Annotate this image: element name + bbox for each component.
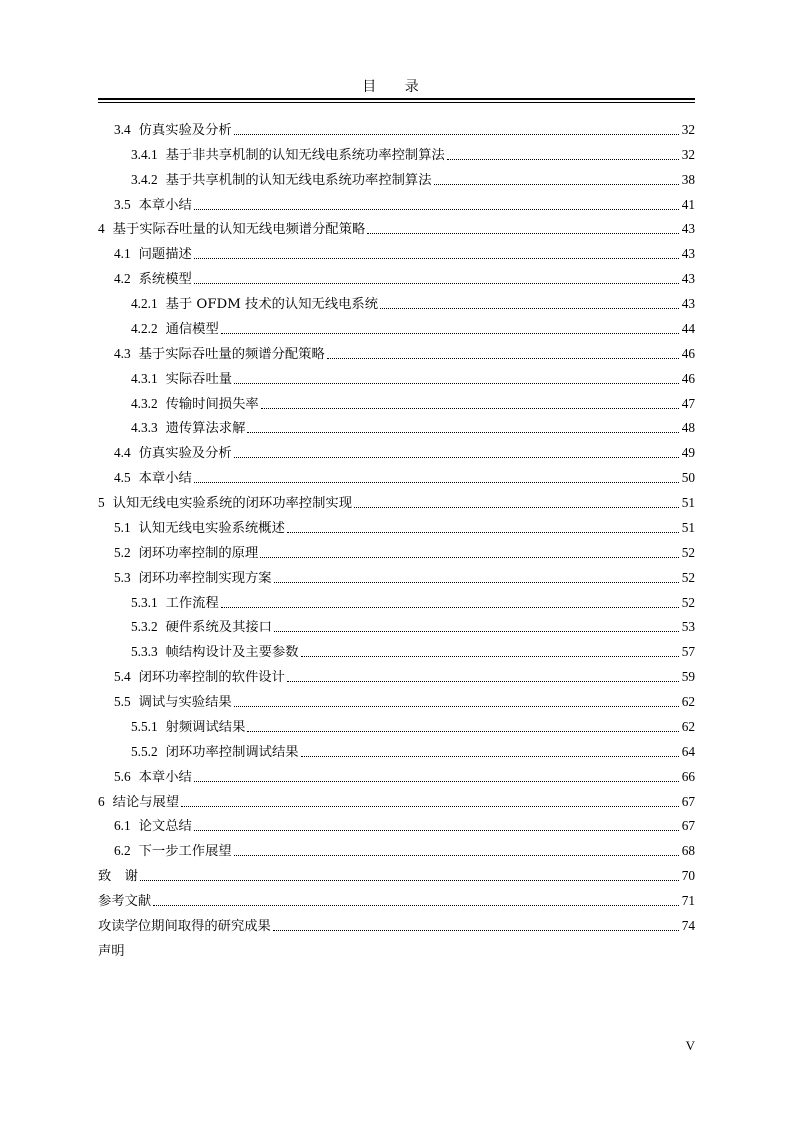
toc-entry[interactable]: [98, 884, 695, 909]
toc-entry-title: 致 谢: [98, 869, 138, 885]
toc-leader-dots: [234, 134, 679, 135]
toc-leader-dots: [194, 830, 679, 831]
toc-entry-title: 闭环功率控制的软件设计: [138, 670, 285, 686]
toc-entry-title: 论文总结: [138, 819, 192, 835]
toc-entry-number: 4.2: [114, 271, 131, 287]
toc-entry-title: 下一步工作展望: [138, 844, 232, 860]
toc-entry-page: 62: [681, 718, 695, 734]
toc-entry[interactable]: [98, 710, 695, 735]
toc-entry-title: 基于实际吞吐量的频谱分配策略: [138, 346, 325, 362]
toc-entry-page: 48: [681, 420, 695, 436]
toc-entry-number: 4.3: [114, 345, 131, 361]
toc-entry-number: 4.5: [114, 470, 131, 486]
toc-entry[interactable]: [98, 436, 695, 461]
running-header: 目 录: [362, 79, 431, 95]
toc-leader-dots: [367, 233, 679, 234]
toc-entry-title: 工作流程: [165, 595, 219, 611]
toc-entry[interactable]: [98, 237, 695, 262]
toc-entry-number: 5.6: [114, 768, 131, 784]
toc-leader-dots: [194, 209, 679, 210]
toc-leader-dots: [447, 159, 679, 160]
toc-entry-page: 59: [681, 669, 695, 685]
toc-leader-dots: [274, 631, 679, 632]
toc-entry-title: 射频调试结果: [165, 719, 246, 735]
toc-entry[interactable]: [98, 387, 695, 412]
toc-leader-dots: [194, 283, 679, 284]
toc-entry[interactable]: [98, 909, 695, 934]
toc-entry[interactable]: [98, 213, 695, 238]
toc-entry-page: 32: [681, 146, 695, 162]
toc-entry-page: 62: [681, 694, 695, 709]
toc-leader-dots: [287, 681, 679, 682]
toc-entry-number: 3.4: [114, 121, 131, 137]
toc-entry-number: 4.2.2: [131, 320, 158, 336]
toc-entry-number: 5.3.3: [131, 644, 158, 660]
toc-entry-page: 64: [681, 743, 695, 759]
toc-entry[interactable]: [98, 735, 695, 760]
toc-entry-page: 43: [681, 271, 695, 287]
toc-entry[interactable]: [98, 834, 695, 859]
toc-entry-number: 5.2: [114, 544, 131, 560]
toc-entry[interactable]: [98, 611, 695, 636]
toc-entry-number: 4.3.2: [131, 395, 158, 411]
toc-entry-title: 本章小结: [138, 197, 192, 213]
toc-entry-number: 5.4: [114, 669, 131, 685]
toc-entry-page: 47: [681, 395, 695, 411]
toc-leader-dots: [354, 507, 679, 508]
toc-entry-title: 基于实际吞吐量的认知无线电频谱分配策略: [112, 222, 366, 238]
toc-entry-page: 43: [681, 246, 695, 262]
toc-entry-number: 5.3.1: [131, 594, 158, 610]
toc-entry-number: 6: [98, 793, 105, 809]
toc-entry[interactable]: [98, 138, 695, 163]
toc-entry[interactable]: [98, 362, 695, 387]
toc-entry[interactable]: [98, 337, 695, 362]
toc-entry-number: 5: [98, 495, 105, 510]
toc-entry[interactable]: [98, 511, 695, 536]
toc-entry-title: 硬件系统及其接口: [165, 620, 272, 636]
toc-entry-title: 攻读学位期间取得的研究成果: [98, 918, 271, 934]
toc-entry[interactable]: [98, 412, 695, 437]
page-number: V: [685, 1038, 695, 1053]
toc-entry-title: 帧结构设计及主要参数: [165, 645, 299, 661]
toc-entry-title: 仿真实验及分析: [138, 446, 232, 462]
toc-leader-dots: [247, 432, 679, 433]
toc-entry-page: 66: [681, 768, 695, 784]
toc-leader-dots: [153, 905, 679, 906]
toc-leader-dots: [247, 731, 679, 732]
toc-entry-title: 认知无线电实验系统概述: [138, 520, 285, 536]
toc-entry[interactable]: [98, 536, 695, 561]
toc-entry-page: 52: [681, 569, 695, 585]
toc-entry-number: 5.5.1: [131, 718, 158, 734]
toc-entry-title: 闭环功率控制实现方案: [138, 570, 272, 586]
toc-entry-page: 46: [681, 345, 695, 361]
toc-entry-page: 43: [681, 221, 695, 237]
toc-entry[interactable]: [98, 810, 695, 835]
toc-entry[interactable]: [98, 262, 695, 287]
toc-entry-page: 49: [681, 445, 695, 461]
toc-entry[interactable]: [98, 635, 695, 660]
toc-leader-dots: [234, 855, 679, 856]
toc-entry-number: 5.5: [114, 694, 131, 709]
toc-entry[interactable]: [98, 760, 695, 785]
toc-entry-title: 基于 OFDM 技术的认知无线电系统: [165, 297, 379, 312]
toc-entry-title: 调试与实验结果: [138, 695, 232, 710]
toc-entry-title: 结论与展望: [112, 794, 180, 810]
toc-leader-dots: [181, 806, 679, 807]
toc-entry-title: 参考文献: [98, 894, 152, 909]
toc-entry-page: 71: [681, 893, 695, 908]
toc-entry-number: 4.4: [114, 445, 131, 461]
toc-entry-number: 5.5.2: [131, 743, 158, 759]
toc-leader-dots: [194, 781, 679, 782]
toc-entry-page: 53: [681, 619, 695, 635]
toc-entry-page: 70: [681, 868, 695, 884]
toc-entry[interactable]: [98, 188, 695, 213]
toc-entry-title: 闭环功率控制的原理: [138, 545, 259, 561]
toc-entry-page: 43: [681, 296, 695, 311]
toc-entry-title: 仿真实验及分析: [138, 122, 232, 138]
toc-entry-page: 41: [681, 196, 695, 212]
toc-entry-title: 问题描述: [138, 247, 192, 263]
toc-entry-page: 67: [681, 818, 695, 834]
toc-entry-number: 6.1: [114, 818, 131, 834]
toc-leader-dots: [274, 582, 679, 583]
toc-entry-title: 本章小结: [138, 769, 192, 785]
table-of-contents: [98, 113, 695, 959]
toc-entry-number: 4.2.1: [131, 296, 158, 311]
toc-entry-page: 38: [681, 171, 695, 187]
toc-leader-dots: [434, 184, 679, 185]
toc-entry[interactable]: [98, 859, 695, 884]
toc-leader-dots: [380, 308, 679, 309]
toc-entry-page: 57: [681, 644, 695, 660]
toc-leader-dots: [140, 880, 679, 881]
toc-entry[interactable]: [98, 312, 695, 337]
toc-entry[interactable]: [98, 586, 695, 611]
toc-entry-number: 6.2: [114, 843, 131, 859]
toc-entry-page: 32: [681, 121, 695, 137]
toc-leader-dots: [221, 607, 679, 608]
toc-entry-page: 46: [681, 370, 695, 386]
toc-leader-dots: [287, 532, 679, 533]
toc-entry[interactable]: [98, 561, 695, 586]
toc-entry[interactable]: [98, 461, 695, 486]
toc-entry-page: 52: [681, 544, 695, 560]
toc-entry-title: 基于共享机制的认知无线电系统功率控制算法: [165, 172, 432, 188]
toc-entry-number: 4.1: [114, 246, 131, 262]
toc-leader-dots: [261, 408, 679, 409]
toc-leader-dots: [327, 358, 679, 359]
toc-entry-page: 68: [681, 843, 695, 859]
toc-entry-title: 基于非共享机制的认知无线电系统功率控制算法: [165, 147, 445, 163]
toc-entry-number: 5.1: [114, 519, 131, 535]
toc-entry-title: 本章小结: [138, 471, 192, 487]
toc-entry-number: 3.5: [114, 196, 131, 212]
toc-entry[interactable]: [98, 685, 695, 710]
toc-entry[interactable]: [98, 934, 695, 959]
toc-entry-number: 4: [98, 221, 105, 237]
toc-entry-title: 通信模型: [165, 321, 219, 337]
toc-entry-title: 实际吞吐量: [165, 371, 233, 387]
toc-entry-number: 5.3.2: [131, 619, 158, 635]
toc-entry[interactable]: [98, 486, 695, 511]
toc-entry-page: 51: [681, 495, 695, 510]
toc-entry-title: 认知无线电实验系统的闭环功率控制实现: [112, 496, 352, 511]
toc-leader-dots: [260, 557, 679, 558]
toc-leader-dots: [273, 930, 679, 931]
toc-leader-dots: [234, 383, 679, 384]
toc-entry-page: 50: [681, 470, 695, 486]
toc-entry-number: 4.3.3: [131, 420, 158, 436]
toc-leader-dots: [221, 333, 679, 334]
toc-entry-page: 51: [681, 519, 695, 535]
toc-entry-page: 74: [681, 917, 695, 933]
toc-entry-number: 3.4.2: [131, 171, 158, 187]
toc-entry-number: 4.3.1: [131, 370, 158, 386]
toc-entry[interactable]: [98, 287, 695, 312]
toc-entry[interactable]: [98, 660, 695, 685]
header-rule-thick: [98, 98, 695, 100]
toc-leader-dots: [194, 482, 679, 483]
toc-leader-dots: [301, 656, 679, 657]
toc-entry-title: 遗传算法求解: [165, 421, 246, 437]
toc-leader-dots: [194, 258, 679, 259]
header-rule-thin: [98, 102, 695, 103]
toc-leader-dots: [234, 706, 679, 707]
toc-entry[interactable]: [98, 785, 695, 810]
toc-entry-title: 声明: [98, 943, 125, 959]
toc-entry-number: 5.3: [114, 569, 131, 585]
toc-entry-page: 52: [681, 594, 695, 610]
toc-entry[interactable]: [98, 163, 695, 188]
toc-entry-number: 3.4.1: [131, 146, 158, 162]
toc-entry-title: 传输时间损失率: [165, 396, 259, 412]
toc-entry-title: 系统模型: [138, 272, 192, 288]
toc-entry-title: 闭环功率控制调试结果: [165, 744, 299, 760]
toc-entry[interactable]: [98, 113, 695, 138]
toc-leader-dots: [301, 756, 679, 757]
toc-leader-dots: [234, 457, 679, 458]
toc-entry-page: 44: [681, 320, 695, 336]
toc-entry-page: 67: [681, 793, 695, 809]
